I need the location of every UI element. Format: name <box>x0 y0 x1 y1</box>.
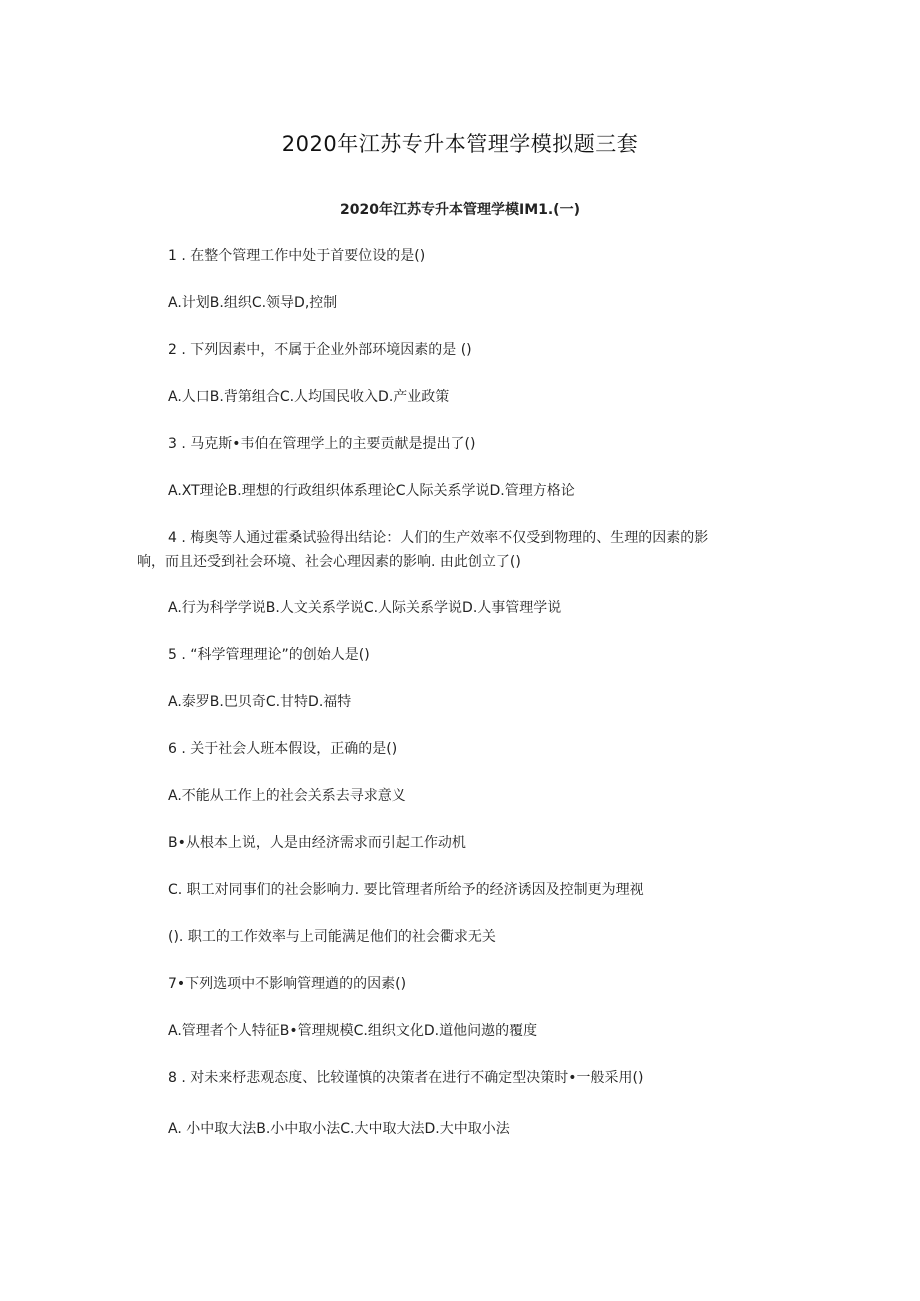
question-4: 4 . 梅奥等人通过霍桑试验得出结论：人们的生产效率不仅受到物理的、生理的因素的影 <box>168 530 709 546</box>
question-7: 7•下列选项中不影响管理遒的的因素() <box>168 976 407 992</box>
question-6-option-a: A.不能从工作上的社会关系去寻求意义 <box>168 788 406 804</box>
document-title: 2020年江苏专升本管理学模拟题三套 <box>281 132 639 156</box>
question-1-options: A.计划B.组织C.领导D,控制 <box>168 295 338 311</box>
question-6-option-c: C. 职工对同事们的社会影响力. 要比管理者所给予的经济诱因及控制更为理视 <box>168 882 644 898</box>
question-4-continued: 响，而且还受到社会环境、社会心理因素的影响. 由此创立了() <box>137 554 521 570</box>
question-2: 2 . 下列因素中，不属于企业外部环境因素的是 () <box>168 342 472 358</box>
question-8-options: A. 小中取大法B.小中取小法C.大中取大法D.大中取小法 <box>168 1121 510 1137</box>
question-6-option-d: (). 职工的工作效率与上司能满足他们的社会衢求无关 <box>168 929 496 945</box>
question-3: 3 . 马克斯•韦伯在管理学上的主要贡献是提出了() <box>168 436 476 452</box>
section-subtitle: 2020年江苏专升本管理学模IM1.(一) <box>340 202 580 218</box>
question-1: 1 . 在整个管理工作中处于首要位设的是() <box>168 248 426 264</box>
question-7-options: A.管理者个人特征B•管理规模C.组织文化D.道他问遨的覆度 <box>168 1023 538 1039</box>
question-4-options: A.行为科学学说B.人文关系学说C.人际关系学说D.人事管理学说 <box>168 600 562 616</box>
question-2-options: A.人口B.背第组合C.人均国民收入D.产业政策 <box>168 389 450 405</box>
question-8: 8 . 对未来杼悲观态度、比较谨慎的决策者在进行不确定型决策时•一般采用() <box>168 1070 644 1086</box>
question-5: 5 . “科学管理理论”的创始人是() <box>168 647 370 663</box>
question-6-option-b: B•从根本上说，人是由经济需求而引起工作动机 <box>168 835 466 851</box>
question-5-options: A.泰罗B.巴贝奇C.甘特D.福特 <box>168 694 352 710</box>
question-6: 6 . 关于社会人班本假设，正确的是() <box>168 741 398 757</box>
question-3-options: A.XT理论B.理想的行政组织体系理论C人际关系学说D.管理方格论 <box>168 483 575 499</box>
